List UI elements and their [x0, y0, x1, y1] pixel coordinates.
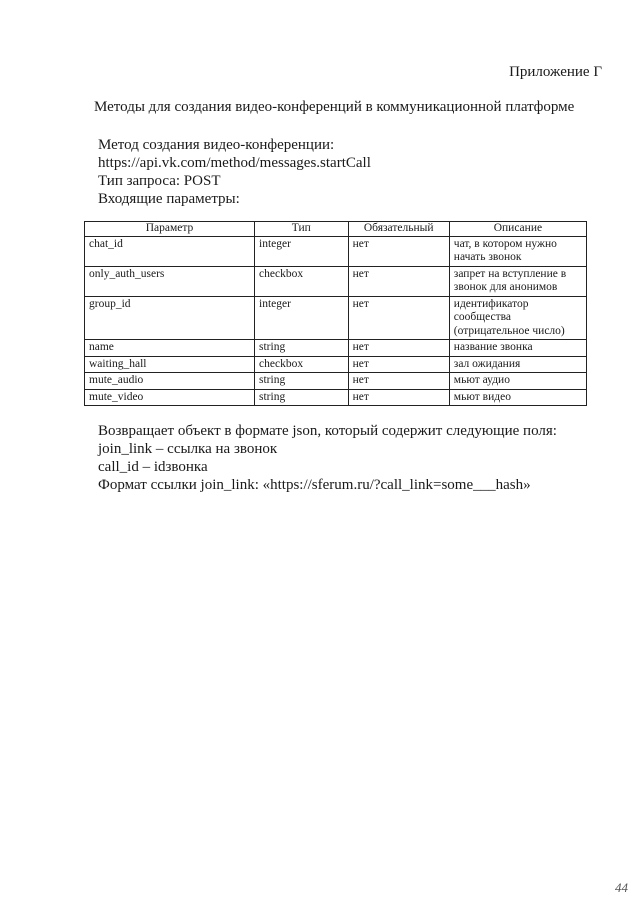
param-required: нет	[348, 236, 449, 266]
param-type: string	[255, 389, 349, 406]
table-row	[85, 356, 587, 373]
param-name: group_id	[85, 296, 255, 340]
page-heading: Методы для создания видео-конференций в коммуникационной платформе	[94, 99, 575, 115]
table-row	[85, 236, 587, 266]
param-type: string	[255, 373, 349, 390]
method-label: Метод создания видео-конференции:	[98, 137, 335, 153]
param-name: mute_video	[85, 389, 255, 406]
param-name: chat_id	[85, 236, 255, 266]
header-description: Описание	[449, 222, 586, 237]
table-row	[85, 340, 587, 357]
param-type: checkbox	[255, 356, 349, 373]
table-row	[85, 266, 587, 296]
param-type: string	[255, 340, 349, 357]
result-section	[98, 422, 557, 494]
param-required: нет	[348, 389, 449, 406]
method-url: https://api.vk.com/method/messages.startCall	[98, 155, 371, 171]
method-intro	[98, 136, 371, 208]
param-description: название звонка	[449, 340, 586, 357]
param-required: нет	[348, 340, 449, 357]
table-row	[85, 373, 587, 390]
param-description: мьют видео	[449, 389, 586, 406]
header-required: Обязательный	[348, 222, 449, 237]
parameters-table	[84, 221, 587, 406]
param-description: чат, в котором нужно начать звонок	[449, 236, 586, 266]
params-label: Входящие параметры:	[98, 191, 240, 207]
table-header-row	[85, 222, 587, 237]
param-type: checkbox	[255, 266, 349, 296]
param-name: waiting_hall	[85, 356, 255, 373]
param-required: нет	[348, 296, 449, 340]
link-format-text: Формат ссылки join_link: «https://sferum.ru/?call_link=some___hash»	[98, 477, 531, 493]
header-type: Тип	[255, 222, 349, 237]
param-description: зал ожидания	[449, 356, 586, 373]
param-description: запрет на вступление в звонок для анонимов	[449, 266, 586, 296]
call-id-field: call_id – idзвонка	[98, 459, 208, 475]
table-row	[85, 296, 587, 340]
param-required: нет	[348, 266, 449, 296]
table-row	[85, 389, 587, 406]
param-name: only_auth_users	[85, 266, 255, 296]
request-type: Тип запроса: POST	[98, 173, 221, 189]
param-type: integer	[255, 236, 349, 266]
join-link-field: join_link – ссылка на звонок	[98, 441, 278, 457]
param-name: name	[85, 340, 255, 357]
param-required: нет	[348, 373, 449, 390]
param-name: mute_audio	[85, 373, 255, 390]
param-type: integer	[255, 296, 349, 340]
param-description: мьют аудио	[449, 373, 586, 390]
returns-text: Возвращает объект в формате json, который содержит следующие поля:	[98, 423, 557, 439]
page-number: 44	[615, 880, 628, 895]
header-parameter: Параметр	[85, 222, 255, 237]
param-required: нет	[348, 356, 449, 373]
param-description: идентификатор сообщества (отрицательное число)	[449, 296, 586, 340]
appendix-label: Приложение Г	[509, 64, 602, 80]
